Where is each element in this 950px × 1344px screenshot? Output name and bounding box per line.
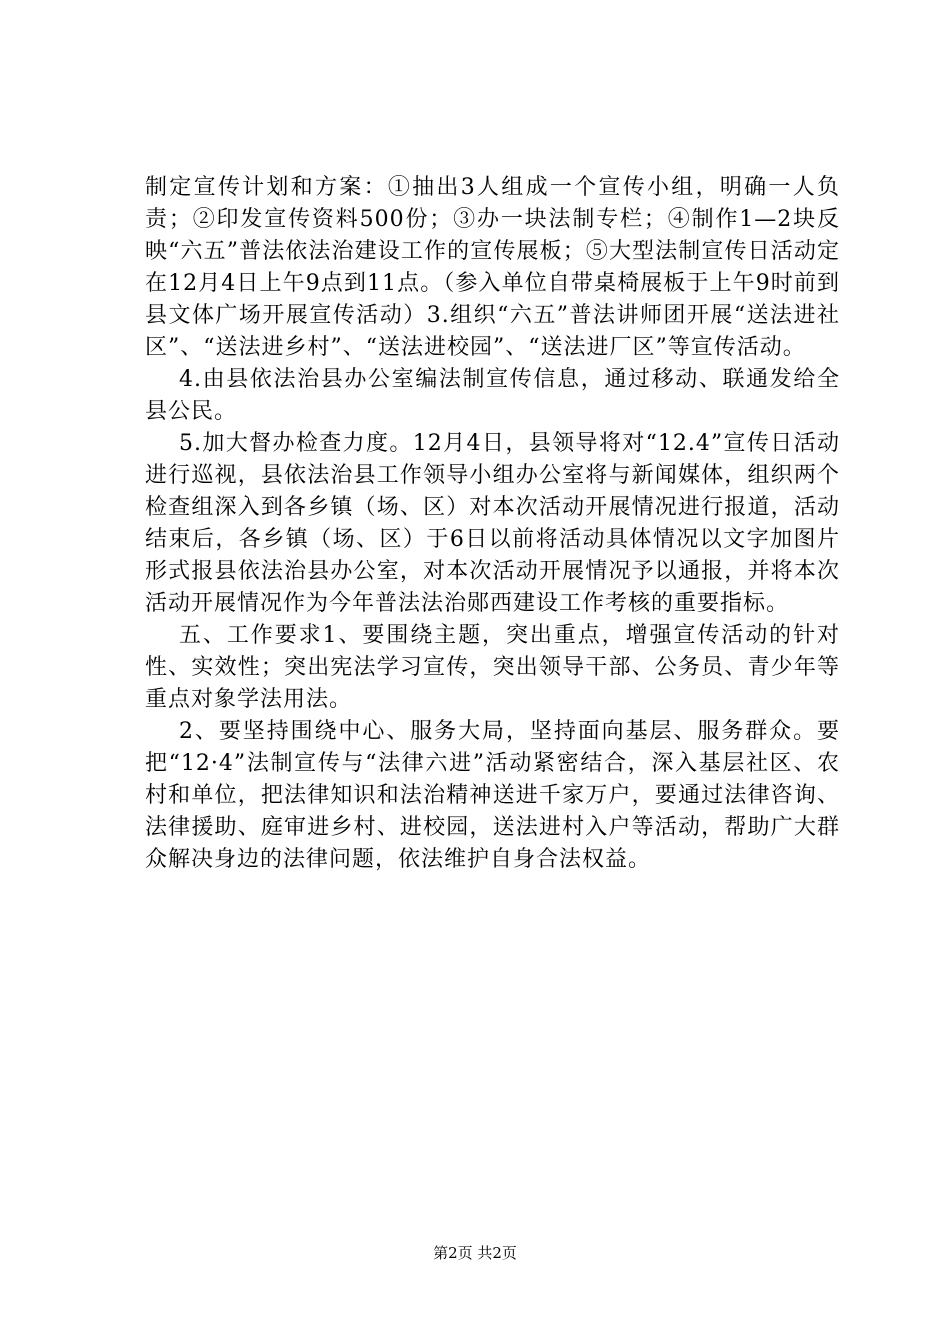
paragraph-requirements: 五、工作要求1、要围绕主题，突出重点，增强宣传活动的针对性、实效性；突出宪法学习宣传，突出领导干部、公务员、青少年等重点对象学法用法。 [145, 623, 840, 712]
paragraph-plan: 制定宣传计划和方案：①抽出3人组成一个宣传小组，明确一人负责；②印发宣传资料500份；③办一块法制专栏；④制作1—2块反映“六五”普法依法治建设工作的宣传展板；⑤大型法制宣传日活动定在12月4日上午9点到11点。（参入单位自带桌椅展板于上午9时前到县文体广场开展宣传活动）3.组织“六五”普法讲师团开展“送法进社区”、“送法进乡村”、“送法进校园”、“送法进厂区”等宣传活动。 [145, 175, 840, 360]
document-body [145, 172, 840, 876]
paragraph-item-4: 4.由县依法治县办公室编法制宣传信息，通过移动、联通发给全县公民。 [145, 367, 840, 424]
paragraph-requirement-2: 2、要坚持围绕中心、服务大局，坚持面向基层、服务群众。要把“12·4”法制宣传与“法律六进”活动紧密结合，深入基层社区、农村和单位，把法律知识和法治精神送进千家万户，要通过法律咨询、法律援助、庭审进乡村、进校园，送法进村入户等活动，帮助广大群众解决身边的法律问题，依法维护自身合法权益。 [145, 719, 840, 872]
page-number-footer: 第2页 共2页 [433, 1244, 517, 1262]
paragraph-item-5: 5.加大督办检查力度。12月4日，县领导将对“12.4”宣传日活动进行巡视，县依法治县工作领导小组办公室将与新闻媒体，组织两个检查组深入到各乡镇（场、区）对本次活动开展情况进行报道，活动结束后，各乡镇（场、区）于6日以前将活动具体情况以文字加图片形式报县依法治县办公室，对本次活动开展情况予以通报，并将本次活动开展情况作为今年普法法治郧西建设工作考核的重要指标。 [145, 431, 840, 616]
